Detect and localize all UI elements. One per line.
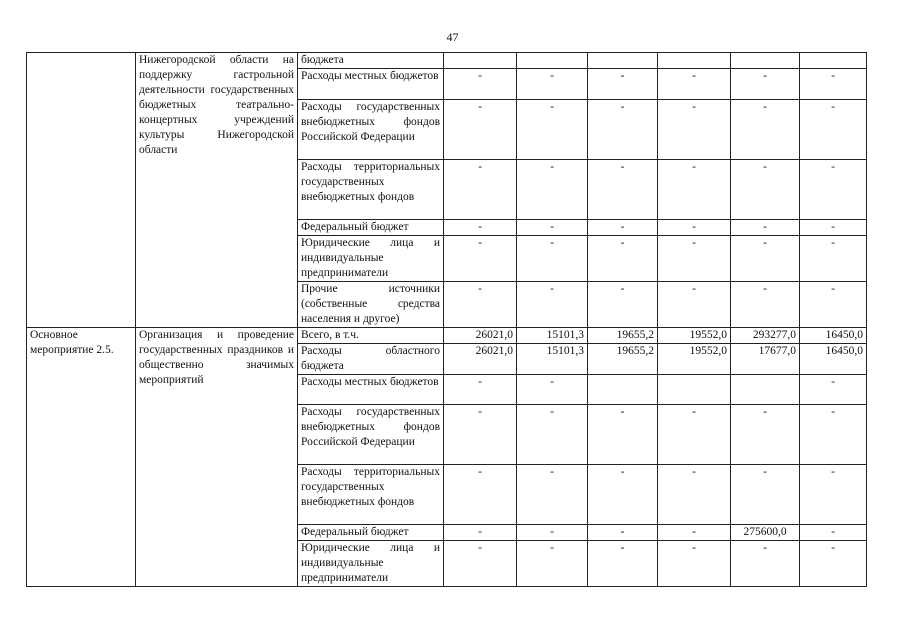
value-cell: - <box>588 100 658 160</box>
table-row <box>27 328 867 344</box>
value-cell: - <box>800 100 867 160</box>
value-cell: - <box>517 220 588 236</box>
source-label: Расходы областного бюджета <box>298 344 444 375</box>
funding-table <box>26 52 867 587</box>
value-cell: - <box>800 160 867 220</box>
source-label: Федеральный бюджет <box>298 525 444 541</box>
value-cell: - <box>444 220 517 236</box>
value-cell <box>588 53 658 69</box>
value-cell: - <box>800 465 867 525</box>
value-cell: 16450,0 <box>800 344 867 375</box>
value-cell: 19552,0 <box>658 328 731 344</box>
value-cell: - <box>444 100 517 160</box>
source-label: Расходы территориальных государственных внебюджетных фондов <box>298 160 444 220</box>
value-cell: - <box>444 236 517 282</box>
value-cell: - <box>444 541 517 587</box>
value-cell: - <box>658 160 731 220</box>
value-cell: - <box>800 525 867 541</box>
value-cell <box>444 53 517 69</box>
table-row <box>27 53 867 69</box>
value-cell: - <box>517 69 588 100</box>
source-label: Всего, в т.ч. <box>298 328 444 344</box>
value-cell: - <box>658 69 731 100</box>
value-cell: - <box>800 541 867 587</box>
value-cell: - <box>517 160 588 220</box>
value-cell: - <box>731 160 800 220</box>
code-cell <box>27 53 136 328</box>
value-cell: - <box>731 405 800 465</box>
value-cell: 19655,2 <box>588 328 658 344</box>
value-cell: - <box>588 220 658 236</box>
value-cell <box>800 53 867 69</box>
value-cell: 16450,0 <box>800 328 867 344</box>
value-cell <box>517 53 588 69</box>
value-cell: - <box>588 282 658 328</box>
value-cell: - <box>444 160 517 220</box>
value-cell: - <box>658 541 731 587</box>
value-cell: - <box>444 525 517 541</box>
value-cell <box>658 375 731 405</box>
value-cell: - <box>444 69 517 100</box>
value-cell: - <box>800 282 867 328</box>
value-cell: - <box>444 375 517 405</box>
value-cell: - <box>800 69 867 100</box>
source-label: Расходы местных бюджетов <box>298 69 444 100</box>
value-cell: - <box>800 405 867 465</box>
value-cell: 26021,0 <box>444 344 517 375</box>
value-cell: 275600,0 <box>731 525 800 541</box>
value-cell: - <box>800 220 867 236</box>
value-cell: - <box>731 220 800 236</box>
value-cell: - <box>658 220 731 236</box>
value-cell: - <box>517 541 588 587</box>
measure-description: Нижегородской области на поддержку гастрольной деятельности государственных бюджетных театрально-концертных учреждений культуры Нижегородской области <box>136 53 298 328</box>
value-cell <box>588 375 658 405</box>
value-cell: - <box>517 465 588 525</box>
value-cell: 15101,3 <box>517 328 588 344</box>
source-label: бюджета <box>298 53 444 69</box>
value-cell: - <box>444 282 517 328</box>
value-cell: - <box>517 525 588 541</box>
value-cell: - <box>658 236 731 282</box>
value-cell: - <box>588 541 658 587</box>
value-cell: 17677,0 <box>731 344 800 375</box>
value-cell: 19552,0 <box>658 344 731 375</box>
value-cell: - <box>658 465 731 525</box>
value-cell: - <box>658 405 731 465</box>
value-cell: - <box>517 236 588 282</box>
value-cell <box>731 375 800 405</box>
source-label: Расходы территориальных государственных внебюджетных фондов <box>298 465 444 525</box>
page-number: 47 <box>446 30 459 44</box>
value-cell: - <box>658 525 731 541</box>
value-cell: - <box>658 282 731 328</box>
value-cell: - <box>731 541 800 587</box>
value-cell <box>658 53 731 69</box>
value-cell: - <box>444 405 517 465</box>
value-cell: 26021,0 <box>444 328 517 344</box>
source-label: Прочие источники (собственные средства населения и другое) <box>298 282 444 328</box>
source-label: Юридические лица и индивидуальные предприниматели <box>298 541 444 587</box>
value-cell: - <box>588 69 658 100</box>
value-cell: - <box>517 282 588 328</box>
source-label: Расходы государственных внебюджетных фондов Российской Федерации <box>298 100 444 160</box>
value-cell: - <box>517 405 588 465</box>
value-cell: - <box>588 160 658 220</box>
value-cell: - <box>731 100 800 160</box>
value-cell: - <box>731 69 800 100</box>
value-cell: - <box>658 100 731 160</box>
source-label: Расходы государственных внебюджетных фондов Российской Федерации <box>298 405 444 465</box>
value-cell: - <box>588 405 658 465</box>
value-cell: - <box>588 465 658 525</box>
value-cell <box>731 53 800 69</box>
value-cell: - <box>588 525 658 541</box>
value-cell: - <box>731 236 800 282</box>
measure-code: Основное мероприятие 2.5. <box>27 328 136 587</box>
value-cell: - <box>800 236 867 282</box>
value-cell: - <box>517 100 588 160</box>
source-label: Юридические лица и индивидуальные предприниматели <box>298 236 444 282</box>
value-cell: - <box>731 282 800 328</box>
value-cell: - <box>731 465 800 525</box>
source-label: Расходы местных бюджетов <box>298 375 444 405</box>
value-cell: 19655,2 <box>588 344 658 375</box>
value-cell: - <box>588 236 658 282</box>
value-cell: 293277,0 <box>731 328 800 344</box>
value-cell: - <box>800 375 867 405</box>
value-cell: - <box>517 375 588 405</box>
source-label: Федеральный бюджет <box>298 220 444 236</box>
value-cell: - <box>444 465 517 525</box>
measure-description: Организация и проведение государственных праздников и общественно значимых мероприятий <box>136 328 298 587</box>
value-cell: 15101,3 <box>517 344 588 375</box>
